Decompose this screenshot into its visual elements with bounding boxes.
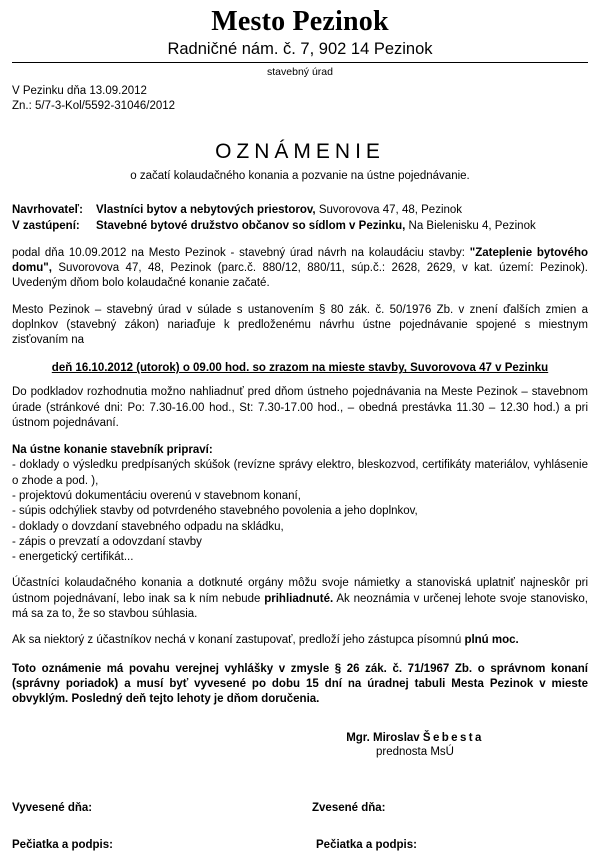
hearing-date-line — [12, 348, 588, 374]
hearing-date-text: deň 16.10.2012 (utorok) o 09.00 hod. so zrazom na mieste stavby, Suvorovova 47 v Pezinku — [51, 362, 549, 375]
represented-label: V zastúpení: — [12, 220, 80, 233]
applicant-name: Vlastníci bytov a nebytových priestorov, — [96, 204, 316, 217]
paragraph-file-inspection: Do podkladov rozhodnutia možno nahliadnuť pred dňom ústneho pojednávania na Meste Pezinok – stavebnom úrade (stránkové dni: Po: 7.30-16.00 hod., St: 7.30-17.00 hod., – obedná prestávka 11.30 – 12.30 hod.) a pri ústnom pojednávaní. — [12, 386, 588, 429]
stamp-signature-row — [12, 814, 588, 851]
document-meta — [12, 78, 588, 114]
requirements-list — [12, 458, 588, 565]
removed-on-label: Zvesené dňa: — [312, 802, 386, 815]
list-item: - energetický certifikát... — [12, 551, 134, 564]
representative-name: Stavebné bytové družstvo občanov so sídlom v Pezinku, — [96, 220, 406, 233]
letterhead — [12, 0, 588, 78]
paragraph-legal-basis: Mesto Pezinok – stavebný úrad v súlade s ustanovením § 80 zák. č. 50/1976 Zb. v znení ďalších zmien a doplnkov (stavebný zákon) nariaďuje k predloženému návrhu ústne pojednávanie spojené s miestnym zisťovaním na — [12, 303, 588, 347]
list-item: - súpis odchýliek stavby od potvrdeného stavebného povolenia a jeho doplnkov, — [12, 505, 418, 518]
organization-address: Radničné nám. č. 7, 902 14 Pezinok — [167, 40, 433, 58]
applicant-label: Navrhovateľ: — [12, 204, 83, 217]
represented-value — [96, 219, 588, 235]
list-item: - doklady o dovzdaní stavebného odpadu na skládku, — [12, 520, 284, 533]
signatory-surname: Šebesta — [422, 732, 484, 745]
applicant-row — [12, 203, 588, 219]
application-text-b: Suvorovova 47, 48, Pezinok (parc.č. 880/12, 880/11, súp.č.: 2628, 2629, v kat. území: Pezinok). Uvedeným dňom bolo kolaudačné konanie začaté. — [12, 261, 588, 290]
list-item: - projektovú dokumentáciu overenú v stavebnom konaní, — [12, 490, 301, 503]
document-title: OZNÁMENIE — [215, 140, 385, 164]
requirements-heading: Na ústne konanie stavebník pripraví: — [12, 444, 213, 457]
place-and-date: V Pezinku dňa 13.09.2012 — [12, 84, 147, 97]
signatory-name — [242, 732, 588, 744]
signatory-given-name: Mgr. Miroslav — [346, 732, 423, 745]
applicant-address: Suvorovova 47, 48, Pezinok — [315, 204, 463, 217]
objections-emphasis: prihliadnuté. — [264, 592, 334, 605]
construction-name: "Zateplenie bytového domu", — [12, 246, 588, 274]
posted-on-label: Vyvesené dňa: — [12, 802, 93, 815]
reference-number: Zn.: 5/7-3-Kol/5592-31046/2012 — [12, 100, 176, 113]
document-subtitle: o začatí kolaudačného konania a pozvanie na ústne pojednávanie. — [130, 170, 470, 183]
signature-block — [12, 707, 588, 758]
organization-title: Mesto Pezinok — [211, 6, 389, 37]
department-label: stavebný úrad — [267, 65, 333, 78]
paragraph-public-notice: Toto oznámenie má povahu verejnej vyhlášky v zmysle § 26 zák. č. 71/1967 Zb. o správnom konaní (správny poriadok) a musí byť vyvesené po dobu 15 dní na úradnej tabuli Mesta Pezinok v mieste obvyklým. Posledný deň tejto lehoty je dňom doručenia. — [12, 662, 588, 706]
representation-text: Ak sa niektorý z účastníkov nechá v konaní zastupovať, predloží jeho zástupca písomnú — [12, 634, 465, 647]
paragraph-objections — [12, 565, 588, 622]
paragraph-application — [12, 235, 588, 292]
posting-record — [12, 758, 588, 851]
stamp-label-right: Pečiatka a podpis: — [316, 839, 417, 851]
signatory-role: prednosta MsÚ — [376, 746, 454, 759]
list-item: - zápis o prevzatí a odovzdaní stavby — [12, 535, 202, 548]
applicant-value — [96, 203, 588, 219]
objections-text-b: Ak neoznámia v určenej lehote svoje stanovisko, má sa za to, že so stavbou súhlasia. — [12, 592, 588, 620]
application-text-a: podal dňa 10.09.2012 na Mesto Pezinok - stavebný úrad návrh na kolaudáciu stavby: — [12, 246, 470, 259]
represented-row — [12, 219, 588, 235]
parties-block — [12, 182, 588, 234]
stamp-label-left: Pečiatka a podpis: — [12, 839, 113, 851]
list-item: - doklady o výsledku predpísaných skúšok (revízne správy elektro, bleskozvod, certifikáty materiálov, vyhlásenie o zhode a pod. ), — [12, 459, 588, 487]
representative-address: Na Bielenisku 4, Pezinok — [405, 220, 536, 233]
objections-text-a: Účastníci kolaudačného konania a dotknuté orgány môžu svoje námietky a stanoviská uplatniť najneskôr pri ústnom pojednávaní, lebo inak sa k ním nebude — [12, 577, 588, 605]
power-of-attorney-emphasis: plnú moc. — [464, 634, 519, 647]
posting-dates-row — [12, 802, 588, 814]
paragraph-representation — [12, 622, 588, 648]
